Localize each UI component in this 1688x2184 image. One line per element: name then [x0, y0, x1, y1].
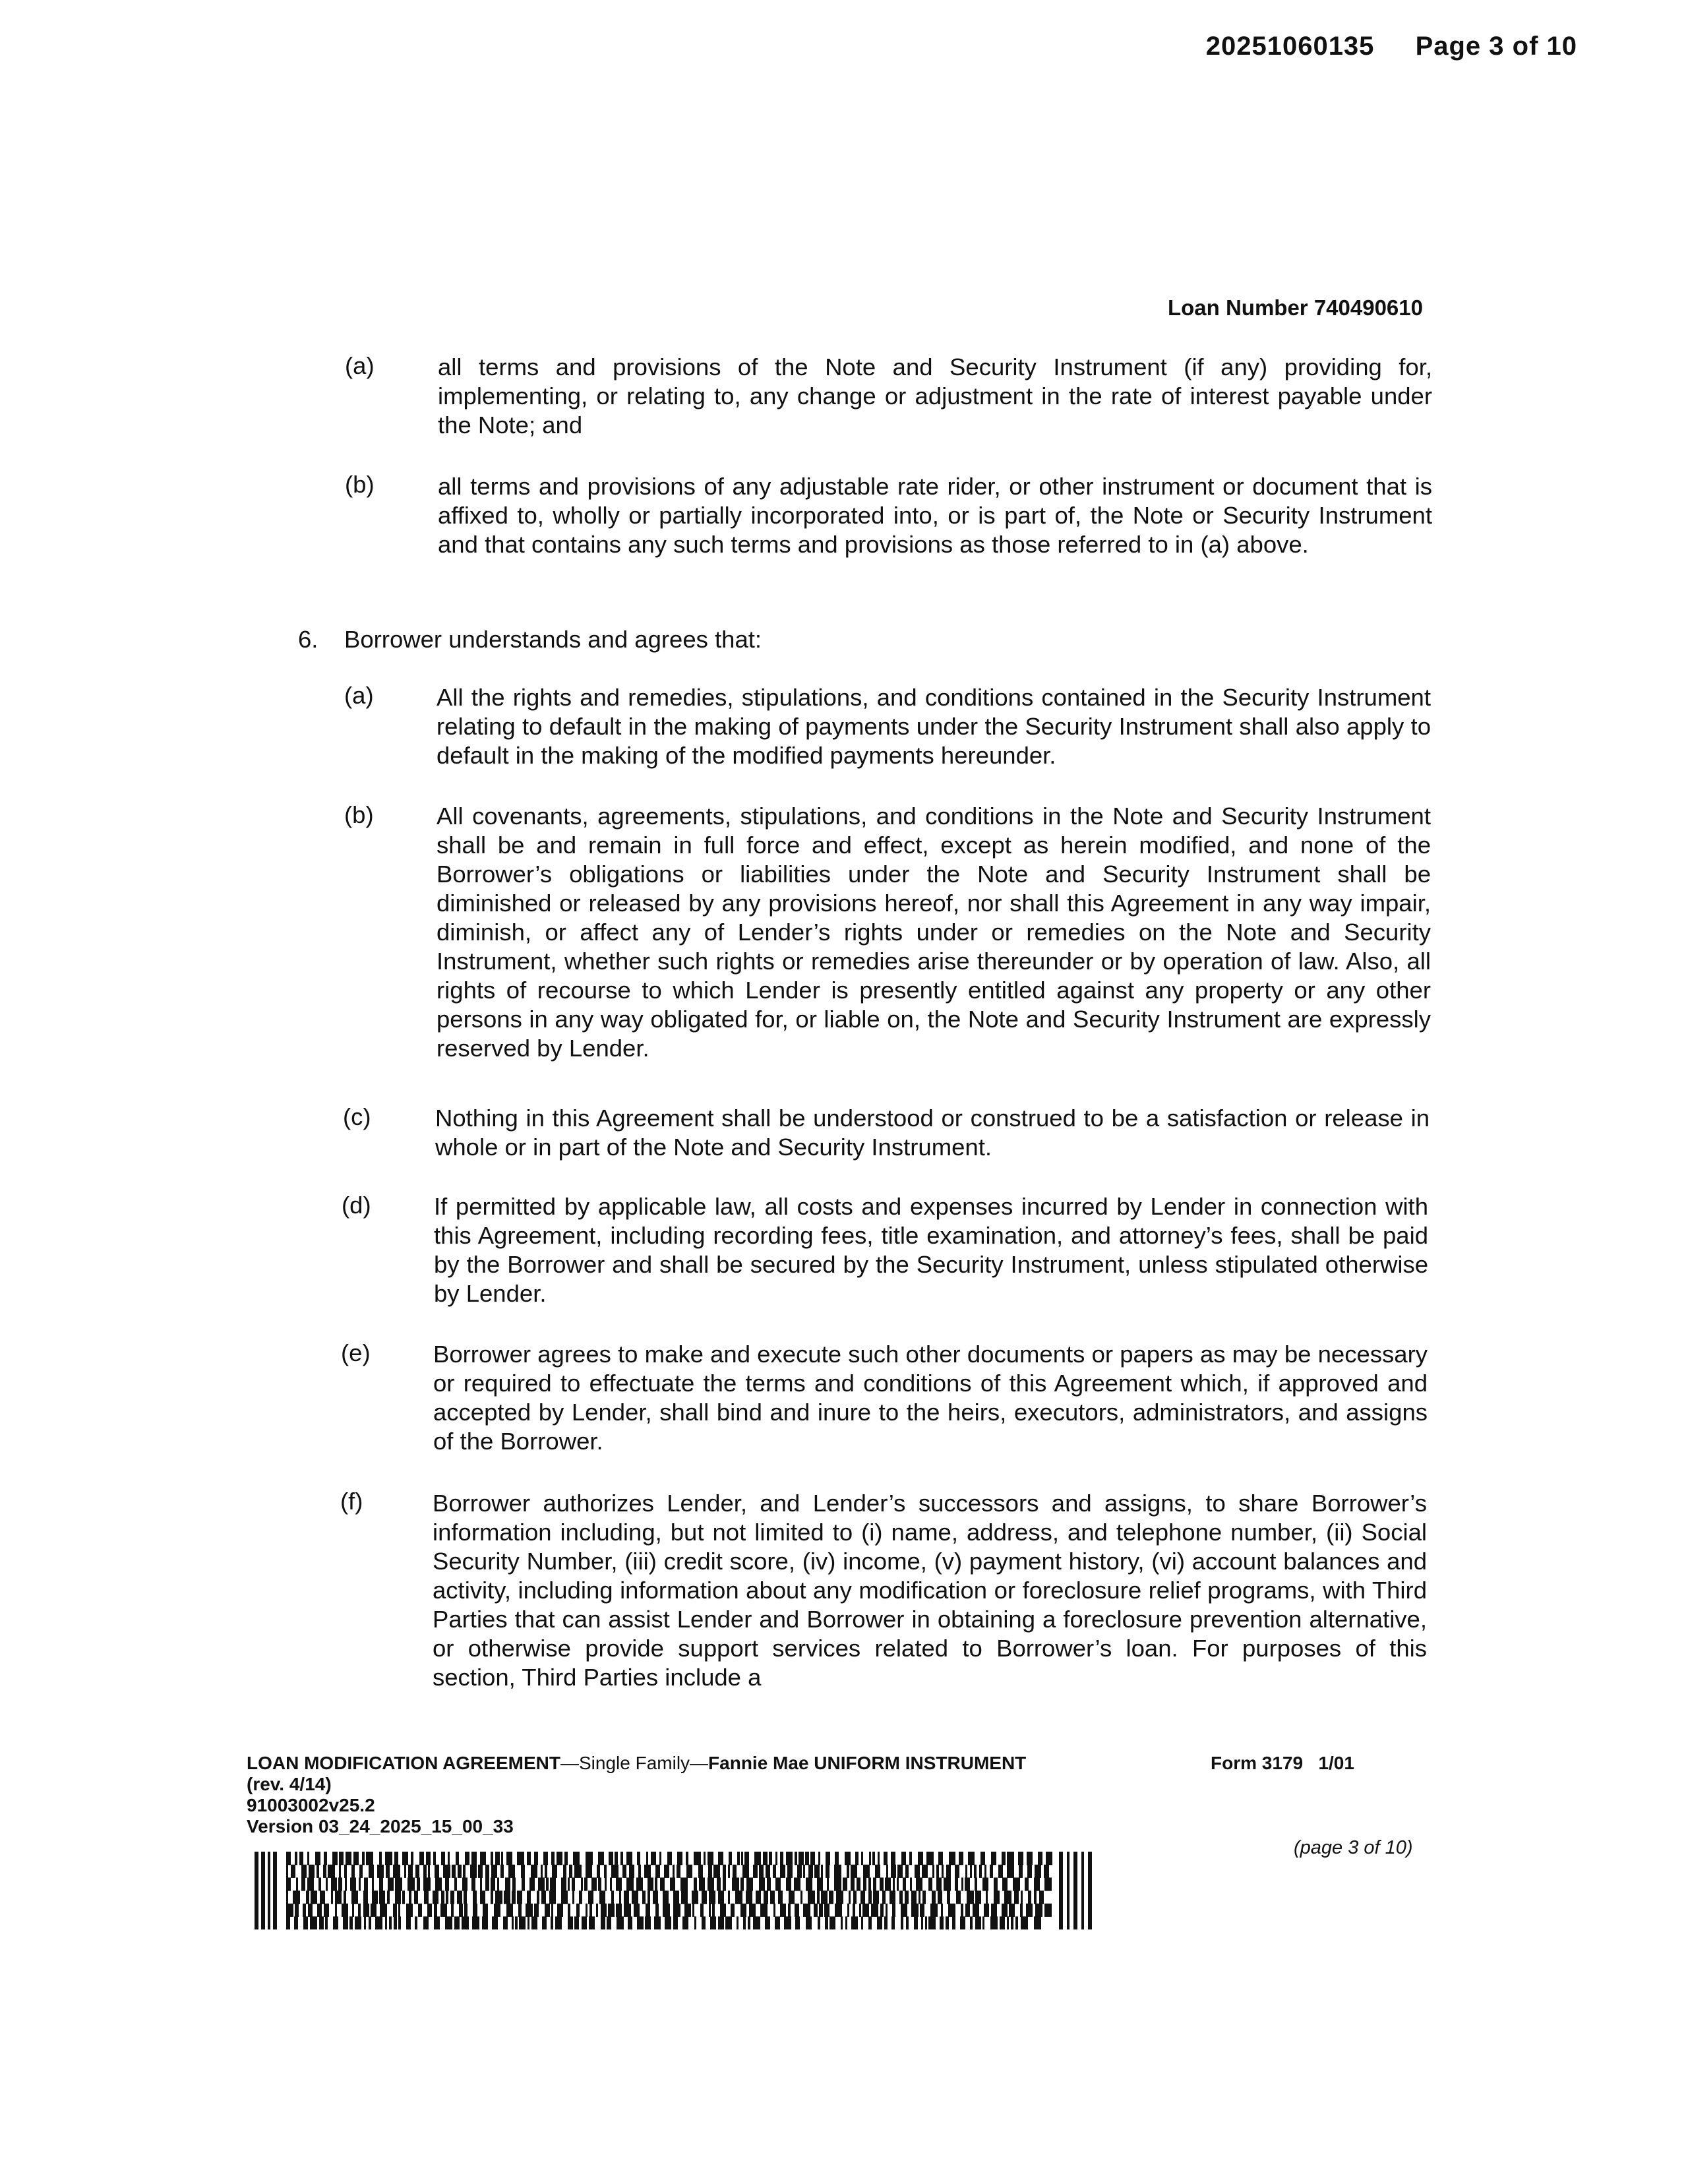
form-title-bold: LOAN MODIFICATION AGREEMENT [247, 1753, 560, 1773]
doc-id: 91003002v25.2 [247, 1795, 375, 1815]
item-label: (a) [345, 352, 375, 379]
item-text: all terms and provisions of any adjustable rate rider, or other instrument or document that is affixed to, wholly or partially incorporated into, or is part of, the Note or Security Instrument and that contains any such terms and provisions as those referred to in (a) above. [438, 473, 1432, 558]
item-text: Borrower agrees to make and execute such other documents or papers as may be necessary or required to effectuate the terms and conditions of this Agreement which, if approved and accepted by Lender, shall bind and inure to the heirs, executors, administrators, and assigns of the Borrower. [433, 1341, 1428, 1455]
item-label: (e) [341, 1339, 371, 1366]
form-title [247, 1753, 1368, 1774]
section-number: 6. [298, 626, 318, 653]
form-title-bold2: Fannie Mae UNIFORM INSTRUMENT [708, 1753, 1027, 1773]
item-label: (b) [344, 801, 374, 828]
recording-number: 20251060135 [1205, 32, 1375, 61]
form-id: Form 3179 [1211, 1753, 1304, 1773]
page-label: Page 3 of 10 [1415, 32, 1577, 61]
item-text: Nothing in this Agreement shall be understood or construed to be a satisfaction or release in whole or in part of the Note and Security Instrument. [435, 1105, 1430, 1161]
barcode-icon [255, 1852, 1099, 1929]
item-text: all terms and provisions of the Note and Security Instrument (if any) providing for, implementing, or relating to, any change or adjustment in the rate of interest payable under the Note; and [438, 353, 1432, 439]
item-text: All the rights and remedies, stipulations, and conditions contained in the Security Instrument relating to default in the making of payments under the Security Instrument shall also apply to default in the making of the modified payments hereunder. [437, 684, 1431, 769]
page-reference: (page 3 of 10) [1294, 1837, 1413, 1858]
recording-header [1206, 32, 1577, 61]
item-text: If permitted by applicable law, all costs and expenses incurred by Lender in connection with this Agreement, including recording fees, title examination, and attorney’s fees, shall be paid by the Borrower and shall be secured by the Security Instrument, unless stipulated otherwise by Lender. [434, 1193, 1428, 1307]
item-label: (a) [344, 682, 374, 709]
item-text: All covenants, agreements, stipulations, and conditions in the Note and Security Instrument shall be and remain in full force and effect, except as herein modified, and none of the Borrower’s obligations or liabilities under the Note and Security Instrument shall be diminished or released by any provisions hereof, nor shall this Agreement in any way impair, diminish, or affect any of Lender’s rights under or remedies on the Note and Security Instrument, whether such rights or remedies arise thereunder or by operation of law. Also, all rights of recourse to which Lender is presently entitled against any property or any other persons in any way obligated for, or liable on, the Note and Security Instrument are expressly reserved by Lender. [437, 803, 1431, 1062]
version-string: Version 03_24_2025_15_00_33 [247, 1816, 514, 1836]
item-label: (c) [343, 1103, 371, 1130]
item-label: (f) [340, 1488, 363, 1515]
item-label: (d) [342, 1192, 371, 1219]
form-footer [247, 1753, 1368, 1837]
form-date: 1/01 [1318, 1753, 1354, 1773]
form-title-normal: —Single Family— [560, 1753, 709, 1773]
form-revision: (rev. 4/14) [247, 1774, 332, 1794]
loan-number: Loan Number 740490610 [1167, 295, 1423, 320]
item-text: Borrower authorizes Lender, and Lender’s successors and assigns, to share Borrower’s information including, but not limited to (i) name, address, and telephone number, (ii) Social Security Number, (iii) credit score, (iv) income, (v) payment history, (vi) account balances and activity, including information about any modification or foreclosure relief programs, with Third Parties that can assist Lender and Borrower in obtaining a foreclosure prevention alternative, or otherwise provide support services related to Borrower’s loan. For purposes of this section, Third Parties include a [433, 1490, 1427, 1691]
item-label: (b) [345, 471, 375, 498]
form-number [1211, 1753, 1354, 1774]
section-heading: Borrower understands and agrees that: [344, 626, 762, 653]
